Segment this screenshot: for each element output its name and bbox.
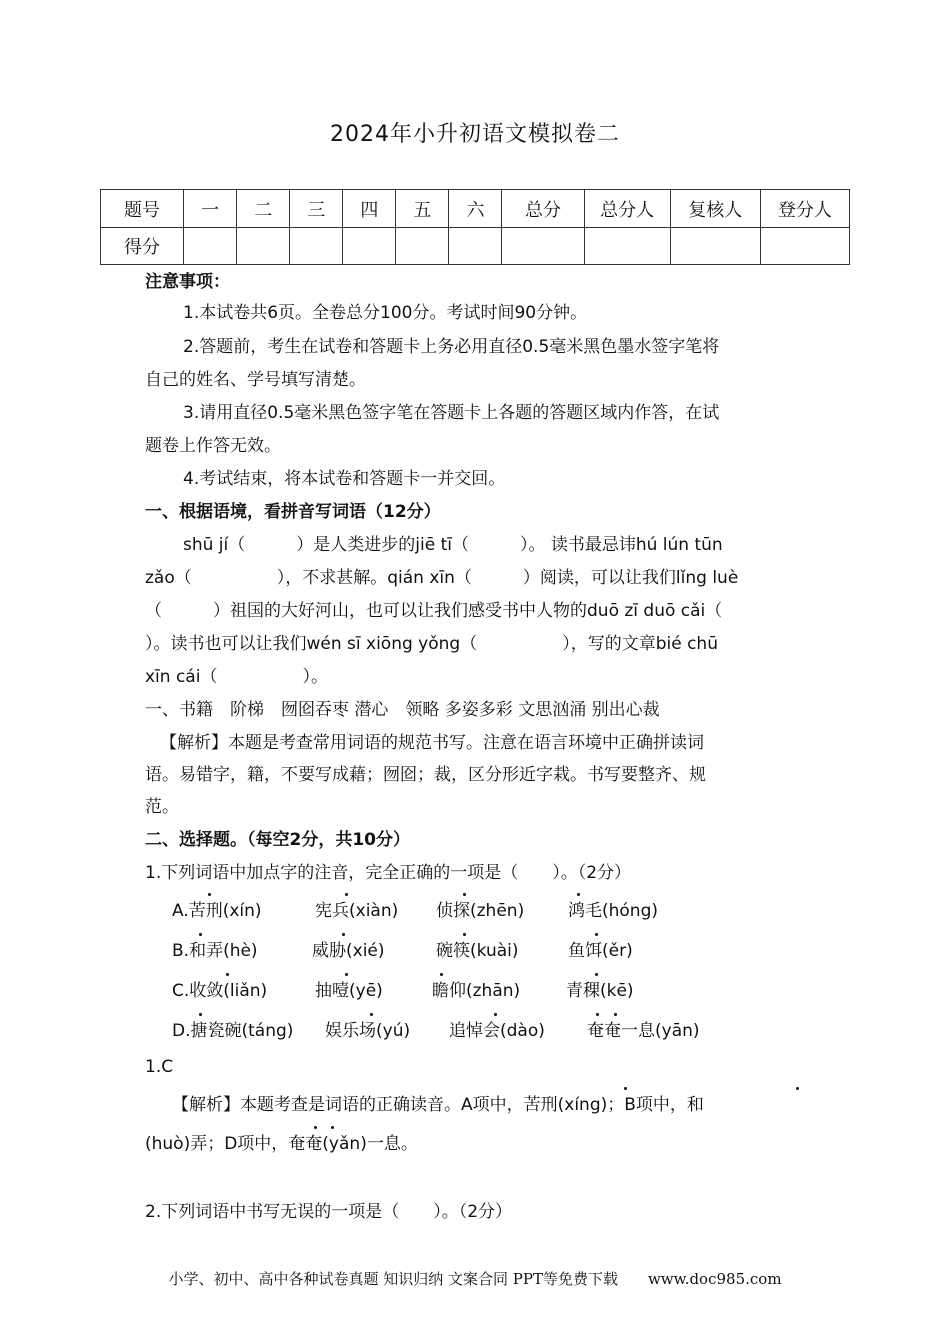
emphasis-dot	[342, 933, 345, 936]
notes-item: 2.答题前，考生在试卷和答题卡上务必用直径0.5毫米黑色墨水签字笔将	[183, 337, 720, 357]
score-header-cell: 四	[343, 190, 396, 228]
score-input-cell[interactable]	[237, 228, 290, 265]
option-a-1: A.苦刑(xín)	[172, 901, 262, 921]
notes-item: 题卷上作答无效。	[145, 436, 281, 456]
score-table-score-row	[101, 228, 850, 265]
emphasis-dot	[595, 933, 598, 936]
emphasis-dot	[596, 1013, 599, 1016]
score-table-header-row	[101, 190, 850, 228]
emphasis-dot	[345, 893, 348, 896]
score-input-cell[interactable]	[184, 228, 237, 265]
score-table	[100, 189, 850, 265]
section1-line: xīn cái（ ）。	[145, 667, 328, 687]
emphasis-dot	[614, 1013, 617, 1016]
emphasis-dot	[331, 1126, 334, 1129]
section1-heading: 一、根据语境，看拼音写词语（12分）	[145, 502, 441, 522]
option-c-1: C.收敛(liǎn)	[172, 981, 268, 1001]
score-input-cell[interactable]	[584, 228, 670, 265]
option-a-2: 宪兵(xiàn)	[315, 901, 399, 921]
emphasis-dot	[463, 933, 466, 936]
emphasis-dot	[199, 933, 202, 936]
score-input-cell[interactable]	[449, 228, 502, 265]
score-header-cell: 题号	[101, 190, 184, 228]
score-input-cell[interactable]	[760, 228, 849, 265]
option-d-2: 娱乐场(yú)	[325, 1021, 411, 1041]
section2-heading: 二、选择题。（每空2分，共10分）	[145, 830, 410, 850]
emphasis-dot	[463, 893, 466, 896]
score-header-cell: 登分人	[760, 190, 849, 228]
score-header-cell: 二	[237, 190, 290, 228]
score-input-cell[interactable]	[343, 228, 396, 265]
notes-item: 3.请用直径0.5毫米黑色签字笔在答题卡上各题的答题区域内作答，在试	[183, 403, 720, 423]
page-title: 2024年小升初语文模拟卷二	[330, 122, 620, 147]
option-a-4: 鸿毛(hóng)	[568, 901, 659, 921]
emphasis-dot	[345, 973, 348, 976]
notes-item: 4.考试结束，将本试卷和答题卡一并交回。	[183, 469, 506, 489]
section1-line: （ ）祖国的大好河山，也可以让我们感受书中人物的duō zī duō cǎi（	[145, 601, 723, 621]
section1-line: zǎo（ ），不求甚解。qián xīn（ ）阅读，可以让我们lǐng luè	[145, 568, 739, 588]
notes-item: 自己的姓名、学号填写清楚。	[145, 370, 366, 390]
notes-item: 1.本试卷共6页。全卷总分100分。考试时间90分钟。	[183, 303, 588, 323]
section1-analysis: 范。	[145, 797, 179, 817]
emphasis-dot	[595, 973, 598, 976]
score-header-cell: 三	[290, 190, 343, 228]
option-c-4: 青稞(kē)	[566, 981, 634, 1001]
section1-line: shū jí（ ）是人类进步的jiē tī（ ）。 读书最忌讳hú lún tūn	[183, 535, 723, 555]
section1-analysis: 【解析】本题是考查常用词语的规范书写。注意在语言环境中正确拼读词	[160, 733, 704, 753]
emphasis-dot	[577, 893, 580, 896]
analysis-1: (huò)弄；D项中，奄奄(yǎn)一息。	[145, 1134, 418, 1154]
option-d-1: D.搪瓷碗(táng)	[172, 1021, 294, 1041]
notes-heading: 注意事项：	[145, 272, 230, 292]
emphasis-dot	[208, 893, 211, 896]
answer-1: 1.C	[145, 1057, 174, 1077]
option-c-3: 瞻仰(zhān)	[432, 981, 521, 1001]
emphasis-dot	[796, 1087, 799, 1090]
question-stem: 2.下列词语中书写无误的一项是（ ）。（2分）	[145, 1202, 513, 1222]
score-input-cell[interactable]	[502, 228, 584, 265]
option-c-2: 抽噎(yē)	[315, 981, 383, 1001]
score-header-cell: 五	[396, 190, 449, 228]
score-input-cell[interactable]	[670, 228, 760, 265]
page-footer: 小学、初中、高中各种试卷真题 知识归纳 文案合同 PPT等免费下载 www.doc985.com	[168, 1270, 782, 1288]
score-header-cell: 复核人	[670, 190, 760, 228]
emphasis-dot	[494, 1013, 497, 1016]
emphasis-dot	[440, 973, 443, 976]
option-d-4: 奄奄一息(yān)	[587, 1021, 700, 1041]
option-b-1: B.和弄(hè)	[172, 941, 258, 961]
section1-answer: 一、书籍 阶梯 囫囵吞枣 潜心 领略 多姿多彩 文思汹涌 别出心裁	[145, 700, 660, 720]
score-header-cell: 一	[184, 190, 237, 228]
section1-line: ）。读书也可以让我们wén sī xiōng yǒng（ ），写的文章bié chū	[145, 634, 718, 654]
emphasis-dot	[199, 1013, 202, 1016]
option-b-3: 碗筷(kuài)	[436, 941, 519, 961]
analysis-1: 【解析】本题考查是词语的正确读音。A项中，苦刑(xíng)；B项中，和	[172, 1095, 704, 1115]
score-header-cell: 总分	[502, 190, 584, 228]
score-header-cell: 六	[449, 190, 502, 228]
score-row-label: 得分	[101, 228, 184, 265]
emphasis-dot	[226, 973, 229, 976]
emphasis-dot	[314, 1126, 317, 1129]
emphasis-dot	[370, 1013, 373, 1016]
score-input-cell[interactable]	[290, 228, 343, 265]
option-d-3: 追悼会(dào)	[449, 1021, 545, 1041]
score-input-cell[interactable]	[396, 228, 449, 265]
option-a-3: 侦探(zhēn)	[436, 901, 525, 921]
option-b-2: 威胁(xié)	[312, 941, 385, 961]
question-stem: 1.下列词语中加点字的注音，完全正确的一项是（ ）。（2分）	[145, 863, 632, 883]
section1-analysis: 语。易错字，籍，不要写成藉；囫囵；裁，区分形近字栽。书写要整齐、规	[145, 765, 706, 785]
emphasis-dot	[624, 1087, 627, 1090]
score-header-cell: 总分人	[584, 190, 670, 228]
option-b-4: 鱼饵(ěr)	[568, 941, 633, 961]
